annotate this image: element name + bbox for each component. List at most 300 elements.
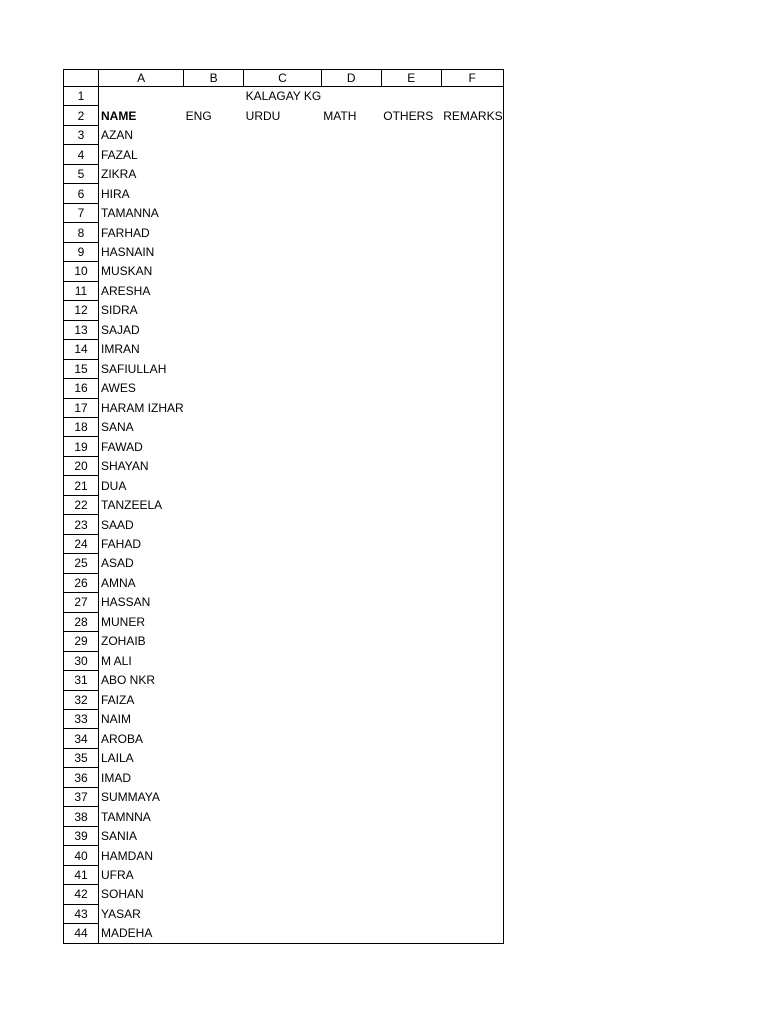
grade-cell[interactable] — [184, 164, 244, 183]
grade-cell[interactable] — [321, 359, 381, 378]
grade-cell[interactable] — [184, 281, 244, 300]
grade-cell[interactable] — [184, 184, 244, 203]
grade-cell[interactable] — [244, 379, 322, 398]
row-number[interactable]: 8 — [64, 223, 99, 242]
row-number[interactable]: 42 — [64, 885, 99, 904]
grade-cell[interactable] — [321, 398, 381, 417]
grade-cell[interactable] — [381, 924, 441, 943]
grade-cell[interactable] — [184, 203, 244, 222]
grade-cell[interactable] — [441, 340, 503, 359]
grade-cell[interactable] — [321, 379, 381, 398]
grade-cell[interactable] — [441, 476, 503, 495]
grade-cell[interactable] — [381, 203, 441, 222]
row-number[interactable]: 17 — [64, 398, 99, 417]
row-number[interactable]: 3 — [64, 125, 99, 144]
grade-cell[interactable] — [244, 203, 322, 222]
cell-d1[interactable] — [321, 87, 381, 106]
student-name-cell[interactable]: SAJAD — [101, 322, 140, 337]
grade-cell[interactable] — [321, 184, 381, 203]
row-number[interactable]: 4 — [64, 145, 99, 164]
row-number[interactable]: 18 — [64, 417, 99, 436]
row-number[interactable]: 5 — [64, 164, 99, 183]
grade-cell[interactable] — [244, 593, 322, 612]
grade-cell[interactable] — [321, 125, 381, 144]
grade-cell[interactable] — [184, 904, 244, 923]
grade-cell[interactable] — [244, 301, 322, 320]
grade-cell[interactable] — [381, 534, 441, 553]
grade-cell[interactable] — [184, 320, 244, 339]
grade-cell[interactable] — [441, 826, 503, 845]
grade-cell[interactable] — [321, 729, 381, 748]
row-number[interactable]: 20 — [64, 456, 99, 475]
grade-cell[interactable] — [321, 768, 381, 787]
grade-cell[interactable] — [184, 612, 244, 631]
column-header-a[interactable]: A — [99, 70, 184, 87]
student-name-cell[interactable]: DUA — [101, 478, 127, 493]
row-number[interactable]: 30 — [64, 651, 99, 670]
grade-cell[interactable] — [184, 768, 244, 787]
student-name-cell[interactable]: FAHAD — [101, 537, 142, 552]
row-number[interactable]: 2 — [64, 106, 99, 125]
row-number[interactable]: 39 — [64, 826, 99, 845]
grade-cell[interactable] — [321, 262, 381, 281]
grade-cell[interactable] — [184, 301, 244, 320]
grade-cell[interactable] — [321, 476, 381, 495]
grade-cell[interactable] — [184, 885, 244, 904]
grade-cell[interactable] — [441, 301, 503, 320]
student-name-cell[interactable]: FAIZA — [101, 692, 135, 707]
grade-cell[interactable] — [244, 612, 322, 631]
grade-cell[interactable] — [321, 690, 381, 709]
student-name-cell[interactable]: AZAN — [101, 128, 134, 143]
header-eng[interactable]: ENG — [185, 108, 212, 123]
grade-cell[interactable] — [381, 145, 441, 164]
grade-cell[interactable] — [381, 164, 441, 183]
grade-cell[interactable] — [184, 125, 244, 144]
grade-cell[interactable] — [441, 379, 503, 398]
student-name-cell[interactable]: TANZEELA — [101, 498, 163, 513]
student-name-cell[interactable]: AROBA — [101, 731, 144, 746]
grade-cell[interactable] — [321, 924, 381, 943]
row-number[interactable]: 35 — [64, 748, 99, 767]
grade-cell[interactable] — [244, 184, 322, 203]
student-name-cell[interactable]: HASNAIN — [101, 244, 155, 259]
grade-cell[interactable] — [381, 476, 441, 495]
grade-cell[interactable] — [244, 476, 322, 495]
grade-cell[interactable] — [184, 417, 244, 436]
grade-cell[interactable] — [321, 223, 381, 242]
grade-cell[interactable] — [321, 340, 381, 359]
grade-cell[interactable] — [441, 768, 503, 787]
grade-cell[interactable] — [244, 826, 322, 845]
grade-cell[interactable] — [441, 164, 503, 183]
student-name-cell[interactable]: MUSKAN — [101, 264, 153, 279]
grade-cell[interactable] — [321, 807, 381, 826]
row-number[interactable]: 40 — [64, 846, 99, 865]
grade-cell[interactable] — [441, 787, 503, 806]
grade-cell[interactable] — [441, 534, 503, 553]
column-header-e[interactable]: E — [381, 70, 441, 87]
grade-cell[interactable] — [321, 534, 381, 553]
grade-cell[interactable] — [381, 437, 441, 456]
grade-cell[interactable] — [381, 846, 441, 865]
grade-cell[interactable] — [381, 904, 441, 923]
student-name-cell[interactable]: HARAM IZHAR — [101, 400, 184, 415]
grade-cell[interactable] — [184, 729, 244, 748]
grade-cell[interactable] — [244, 807, 322, 826]
grade-cell[interactable] — [441, 456, 503, 475]
grade-cell[interactable] — [441, 437, 503, 456]
grade-cell[interactable] — [184, 924, 244, 943]
grade-cell[interactable] — [381, 807, 441, 826]
cell-f1[interactable] — [441, 87, 503, 106]
grade-cell[interactable] — [244, 340, 322, 359]
grade-cell[interactable] — [321, 145, 381, 164]
grade-cell[interactable] — [381, 223, 441, 242]
row-number[interactable]: 1 — [64, 87, 99, 106]
row-number[interactable]: 13 — [64, 320, 99, 339]
student-name-cell[interactable]: SHAYAN — [101, 459, 149, 474]
grade-cell[interactable] — [441, 125, 503, 144]
student-name-cell[interactable]: TAMNNA — [101, 809, 151, 824]
grade-cell[interactable] — [381, 671, 441, 690]
grade-cell[interactable] — [381, 515, 441, 534]
grade-cell[interactable] — [184, 398, 244, 417]
grade-cell[interactable] — [184, 573, 244, 592]
grade-cell[interactable] — [321, 632, 381, 651]
student-name-cell[interactable]: MUNER — [101, 614, 145, 629]
row-number[interactable]: 25 — [64, 554, 99, 573]
grade-cell[interactable] — [244, 671, 322, 690]
student-name-cell[interactable]: ABO NKR — [101, 673, 156, 688]
grade-cell[interactable] — [244, 515, 322, 534]
student-name-cell[interactable]: HAMDAN — [101, 848, 154, 863]
grade-cell[interactable] — [321, 748, 381, 767]
grade-cell[interactable] — [244, 787, 322, 806]
grade-cell[interactable] — [321, 495, 381, 514]
grade-cell[interactable] — [441, 281, 503, 300]
grade-cell[interactable] — [244, 223, 322, 242]
grade-cell[interactable] — [321, 573, 381, 592]
student-name-cell[interactable]: ASAD — [101, 556, 134, 571]
row-number[interactable]: 26 — [64, 573, 99, 592]
student-name-cell[interactable]: M ALI — [101, 653, 132, 668]
student-name-cell[interactable]: SAAD — [101, 517, 134, 532]
row-number[interactable]: 44 — [64, 924, 99, 943]
grade-cell[interactable] — [441, 573, 503, 592]
grade-cell[interactable] — [441, 807, 503, 826]
grade-cell[interactable] — [381, 710, 441, 729]
row-number[interactable]: 31 — [64, 671, 99, 690]
student-name-cell[interactable]: MADEHA — [99, 924, 184, 943]
grade-cell[interactable] — [381, 281, 441, 300]
row-number[interactable]: 16 — [64, 379, 99, 398]
grade-cell[interactable] — [244, 398, 322, 417]
grade-cell[interactable] — [244, 125, 322, 144]
grade-cell[interactable] — [244, 729, 322, 748]
grade-cell[interactable] — [441, 242, 503, 261]
grade-cell[interactable] — [441, 924, 503, 943]
row-number[interactable]: 34 — [64, 729, 99, 748]
grade-cell[interactable] — [321, 320, 381, 339]
grade-cell[interactable] — [244, 865, 322, 884]
grade-cell[interactable] — [184, 690, 244, 709]
grade-cell[interactable] — [184, 554, 244, 573]
grade-cell[interactable] — [321, 651, 381, 670]
sheet-title[interactable]: KALAGAY KG — [245, 89, 322, 104]
column-header-b[interactable]: B — [184, 70, 244, 87]
column-header-c[interactable]: C — [244, 70, 322, 87]
grade-cell[interactable] — [244, 262, 322, 281]
grade-cell[interactable] — [381, 398, 441, 417]
grade-cell[interactable] — [321, 417, 381, 436]
grade-cell[interactable] — [184, 671, 244, 690]
grade-cell[interactable] — [184, 262, 244, 281]
student-name-cell[interactable]: HASSAN — [101, 595, 151, 610]
grade-cell[interactable] — [321, 846, 381, 865]
grade-cell[interactable] — [381, 125, 441, 144]
header-remarks[interactable]: REMARKS — [441, 106, 503, 125]
grade-cell[interactable] — [321, 203, 381, 222]
grade-cell[interactable] — [381, 593, 441, 612]
grade-cell[interactable] — [321, 456, 381, 475]
grade-cell[interactable] — [381, 748, 441, 767]
header-name[interactable]: NAME — [101, 108, 137, 123]
row-number[interactable]: 41 — [64, 865, 99, 884]
grade-cell[interactable] — [441, 554, 503, 573]
grade-cell[interactable] — [244, 164, 322, 183]
row-number[interactable]: 19 — [64, 437, 99, 456]
grade-cell[interactable] — [441, 203, 503, 222]
grade-cell[interactable] — [244, 320, 322, 339]
student-name-cell[interactable]: TAMANNA — [101, 206, 159, 221]
grade-cell[interactable] — [244, 437, 322, 456]
row-number[interactable]: 43 — [64, 904, 99, 923]
grade-cell[interactable] — [244, 748, 322, 767]
grade-cell[interactable] — [381, 690, 441, 709]
grade-cell[interactable] — [184, 340, 244, 359]
grade-cell[interactable] — [441, 223, 503, 242]
grade-cell[interactable] — [441, 262, 503, 281]
grade-cell[interactable] — [184, 748, 244, 767]
student-name-cell[interactable]: SOHAN — [101, 887, 144, 902]
grade-cell[interactable] — [244, 632, 322, 651]
grade-cell[interactable] — [184, 710, 244, 729]
grade-cell[interactable] — [244, 924, 322, 943]
grade-cell[interactable] — [381, 729, 441, 748]
row-number[interactable]: 11 — [64, 281, 99, 300]
row-number[interactable]: 12 — [64, 301, 99, 320]
grade-cell[interactable] — [381, 242, 441, 261]
grade-cell[interactable] — [184, 379, 244, 398]
grade-cell[interactable] — [321, 593, 381, 612]
row-number[interactable]: 23 — [64, 515, 99, 534]
row-number[interactable]: 29 — [64, 632, 99, 651]
grade-cell[interactable] — [441, 710, 503, 729]
row-number[interactable]: 10 — [64, 262, 99, 281]
student-name-cell[interactable]: IMAD — [101, 770, 131, 785]
grade-cell[interactable] — [441, 865, 503, 884]
grade-cell[interactable] — [441, 729, 503, 748]
cell-a1[interactable] — [99, 87, 184, 106]
grade-cell[interactable] — [381, 573, 441, 592]
grade-cell[interactable] — [184, 359, 244, 378]
grade-cell[interactable] — [184, 787, 244, 806]
grade-cell[interactable] — [441, 651, 503, 670]
grade-cell[interactable] — [244, 573, 322, 592]
corner-cell[interactable] — [64, 70, 99, 87]
grade-cell[interactable] — [184, 223, 244, 242]
student-name-cell[interactable]: SAFIULLAH — [101, 361, 167, 376]
grade-cell[interactable] — [441, 846, 503, 865]
student-name-cell[interactable]: AMNA — [101, 575, 136, 590]
grade-cell[interactable] — [184, 145, 244, 164]
grade-cell[interactable] — [244, 242, 322, 261]
grade-cell[interactable] — [381, 262, 441, 281]
row-number[interactable]: 9 — [64, 242, 99, 261]
header-urdu[interactable]: URDU — [245, 108, 281, 123]
grade-cell[interactable] — [244, 495, 322, 514]
grade-cell[interactable] — [244, 904, 322, 923]
grade-cell[interactable] — [441, 145, 503, 164]
grade-cell[interactable] — [321, 554, 381, 573]
grade-cell[interactable] — [184, 495, 244, 514]
student-name-cell[interactable]: FARHAD — [101, 225, 150, 240]
grade-cell[interactable] — [244, 359, 322, 378]
row-number[interactable]: 37 — [64, 787, 99, 806]
grade-cell[interactable] — [184, 476, 244, 495]
grade-cell[interactable] — [321, 826, 381, 845]
grade-cell[interactable] — [184, 593, 244, 612]
grade-cell[interactable] — [184, 437, 244, 456]
student-name-cell[interactable]: LAILA — [101, 751, 134, 766]
grade-cell[interactable] — [244, 417, 322, 436]
row-number[interactable]: 7 — [64, 203, 99, 222]
grade-cell[interactable] — [381, 456, 441, 475]
grade-cell[interactable] — [244, 710, 322, 729]
student-name-cell[interactable]: IMRAN — [101, 342, 140, 357]
grade-cell[interactable] — [381, 301, 441, 320]
row-number[interactable]: 38 — [64, 807, 99, 826]
row-number[interactable]: 21 — [64, 476, 99, 495]
row-number[interactable]: 22 — [64, 495, 99, 514]
column-header-d[interactable]: D — [321, 70, 381, 87]
grade-cell[interactable] — [244, 456, 322, 475]
grade-cell[interactable] — [244, 281, 322, 300]
grade-cell[interactable] — [184, 515, 244, 534]
student-name-cell[interactable]: YASAR — [101, 906, 141, 921]
grade-cell[interactable] — [441, 495, 503, 514]
grade-cell[interactable] — [441, 184, 503, 203]
student-name-cell[interactable]: ZIKRA — [101, 167, 137, 182]
grade-cell[interactable] — [441, 671, 503, 690]
grade-cell[interactable] — [381, 554, 441, 573]
grade-cell[interactable] — [244, 534, 322, 553]
header-math[interactable]: MATH — [323, 108, 357, 123]
student-name-cell[interactable]: UFRA — [101, 867, 134, 882]
grade-cell[interactable] — [441, 904, 503, 923]
student-name-cell[interactable]: ZOHAIB — [101, 634, 146, 649]
grade-cell[interactable] — [244, 885, 322, 904]
row-number[interactable]: 33 — [64, 710, 99, 729]
student-name-cell[interactable]: AWES — [101, 381, 136, 396]
grade-cell[interactable] — [381, 865, 441, 884]
grade-cell[interactable] — [441, 885, 503, 904]
grade-cell[interactable] — [321, 281, 381, 300]
grade-cell[interactable] — [321, 787, 381, 806]
row-number[interactable]: 24 — [64, 534, 99, 553]
grade-cell[interactable] — [381, 379, 441, 398]
student-name-cell[interactable]: SUMMAYA — [101, 790, 160, 805]
student-name-cell[interactable]: SANA — [101, 420, 134, 435]
row-number[interactable]: 6 — [64, 184, 99, 203]
row-number[interactable]: 28 — [64, 612, 99, 631]
student-name-cell[interactable]: FAWAD — [101, 439, 143, 454]
grade-cell[interactable] — [244, 768, 322, 787]
grade-cell[interactable] — [244, 554, 322, 573]
grade-cell[interactable] — [184, 826, 244, 845]
grade-cell[interactable] — [321, 437, 381, 456]
grade-cell[interactable] — [441, 632, 503, 651]
grade-cell[interactable] — [321, 671, 381, 690]
row-number[interactable]: 27 — [64, 593, 99, 612]
student-name-cell[interactable]: ARESHA — [101, 283, 151, 298]
cell-e1[interactable] — [381, 87, 441, 106]
grade-cell[interactable] — [184, 632, 244, 651]
grade-cell[interactable] — [184, 456, 244, 475]
column-header-f[interactable]: F — [441, 70, 503, 87]
grade-cell[interactable] — [321, 612, 381, 631]
grade-cell[interactable] — [184, 534, 244, 553]
grade-cell[interactable] — [381, 340, 441, 359]
header-others[interactable]: OTHERS — [383, 108, 434, 123]
student-name-cell[interactable]: HIRA — [101, 186, 130, 201]
student-name-cell[interactable]: NAIM — [101, 712, 131, 727]
grade-cell[interactable] — [381, 612, 441, 631]
student-name-cell[interactable]: SIDRA — [101, 303, 138, 318]
grade-cell[interactable] — [441, 320, 503, 339]
grade-cell[interactable] — [441, 690, 503, 709]
grade-cell[interactable] — [321, 301, 381, 320]
grade-cell[interactable] — [321, 515, 381, 534]
student-name-cell[interactable]: FAZAL — [101, 147, 138, 162]
grade-cell[interactable] — [381, 632, 441, 651]
grade-cell[interactable] — [441, 398, 503, 417]
grade-cell[interactable] — [381, 787, 441, 806]
grade-cell[interactable] — [321, 164, 381, 183]
grade-cell[interactable] — [441, 748, 503, 767]
grade-cell[interactable] — [381, 768, 441, 787]
cell-b1[interactable] — [184, 87, 244, 106]
grade-cell[interactable] — [381, 885, 441, 904]
grade-cell[interactable] — [441, 593, 503, 612]
grade-cell[interactable] — [184, 807, 244, 826]
grade-cell[interactable] — [244, 846, 322, 865]
grade-cell[interactable] — [244, 651, 322, 670]
grade-cell[interactable] — [381, 826, 441, 845]
row-number[interactable]: 14 — [64, 340, 99, 359]
grade-cell[interactable] — [441, 417, 503, 436]
grade-cell[interactable] — [184, 242, 244, 261]
row-number[interactable]: 15 — [64, 359, 99, 378]
grade-cell[interactable] — [184, 846, 244, 865]
grade-cell[interactable] — [321, 242, 381, 261]
grade-cell[interactable] — [441, 359, 503, 378]
grade-cell[interactable] — [381, 495, 441, 514]
grade-cell[interactable] — [381, 651, 441, 670]
grade-cell[interactable] — [381, 320, 441, 339]
grade-cell[interactable] — [441, 515, 503, 534]
